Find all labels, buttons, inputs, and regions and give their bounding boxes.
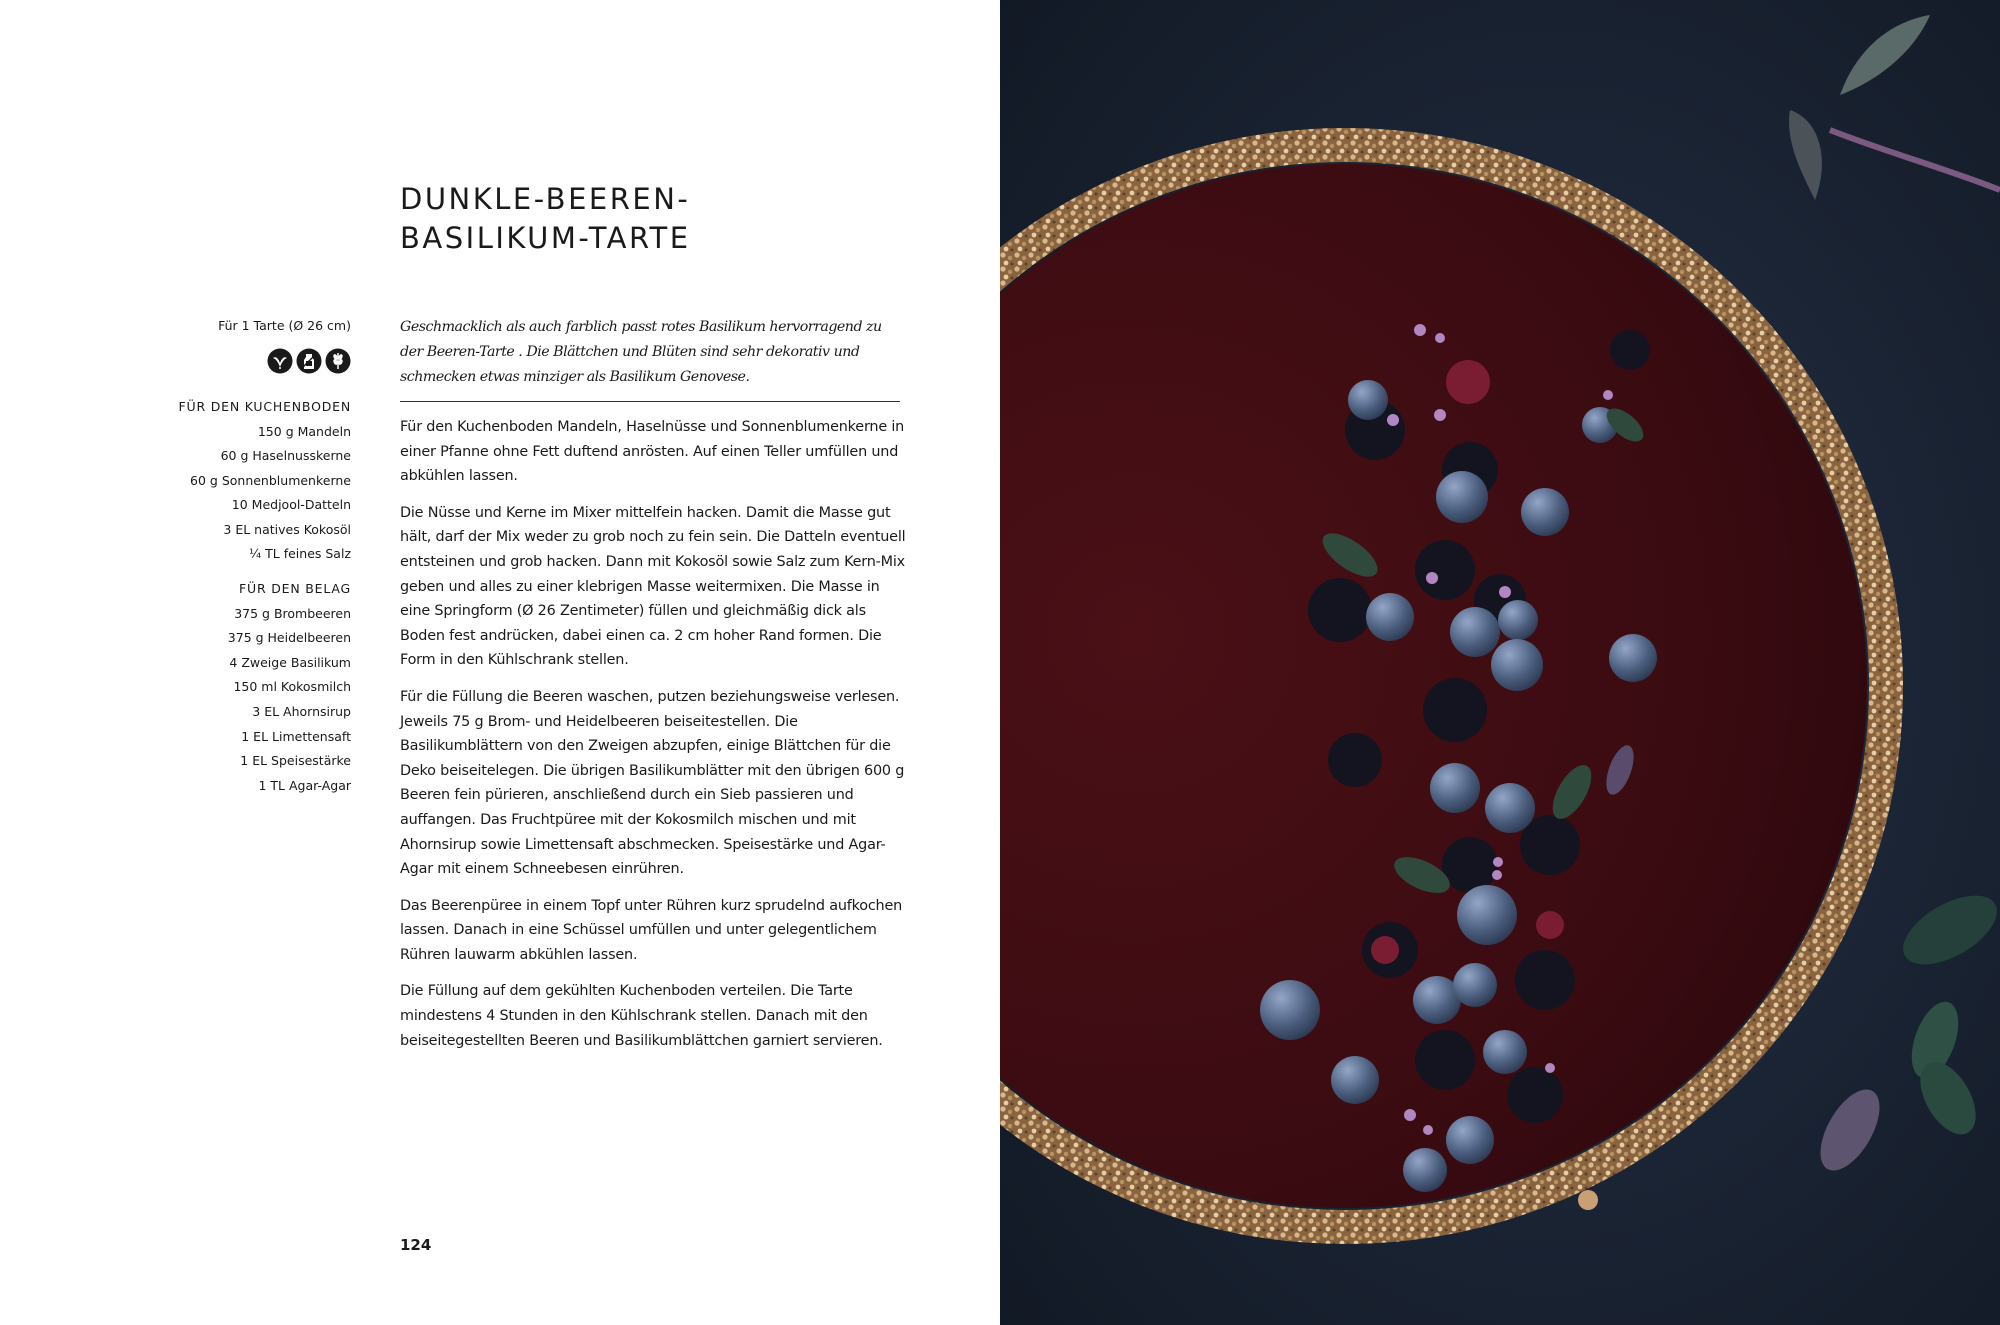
- vegan-icon: [267, 348, 293, 374]
- method: [400, 415, 910, 1065]
- ingredient-item: 375 g Heidelbeeren: [227, 630, 351, 646]
- ingredient-item: 150 g Mandeln: [257, 423, 351, 439]
- ingredient-item: 3 EL natives Kokosöl: [223, 521, 351, 537]
- ingredient-item: 60 g Haselnusskerne: [220, 448, 351, 464]
- recipe-title: [400, 180, 691, 258]
- section-heading-crust: FÜR DEN KUCHENBODEN: [178, 399, 351, 414]
- lactose-free-icon: [296, 348, 322, 374]
- divider: [400, 401, 900, 402]
- method-step: Die Nüsse und Kerne im Mixer mittelfein hacken. Damit die Masse gut hält, darf der Mix weder zu grob noch zu fein sein. Die Datteln eventuell entsteinen und grob hacken. Dann mit Kokosöl sowie Salz zum Kern-Mix geben und alles zu einer klebrigen Masse weitermixen. Die Masse in eine Springform (Ø 26 Zentimeter) füllen und gleichmäßig dick als Boden fest andrücken, dabei einen ca. 2 cm hoher Rand formen. Die Form in den Kühlschrank stellen.: [400, 504, 906, 669]
- recipe-title-line-1: DUNKLE-BEEREN-: [400, 182, 691, 216]
- recipe-title-line-2: BASILIKUM-TARTE: [400, 221, 691, 255]
- ingredient-item: 375 g Brombeeren: [234, 605, 351, 621]
- intro-text: Geschmacklich als auch farblich passt rotes Basilikum hervorragend zu der Beeren-Tarte . Die Blättchen und Blüten sind sehr dekorativ und schmecken etwas minziger als Basilikum Genovese.: [400, 319, 882, 385]
- ingredient-item: 1 EL Speisestärke: [240, 753, 351, 769]
- section-heading-topping: FÜR DEN BELAG: [239, 581, 351, 597]
- tart-photo: [1000, 0, 2000, 1325]
- method-step: Das Beerenpüree in einem Topf unter Rühren kurz sprudelnd aufkochen lassen. Danach in eine Schüssel umfüllen und unter gelegentlichem Rühren lauwarm abkühlen lassen.: [400, 897, 903, 963]
- ingredient-item: 4 Zweige Basilikum: [229, 654, 351, 670]
- page-number: 124: [400, 1236, 432, 1254]
- ingredients-sidebar: [150, 318, 351, 798]
- ingredient-item: ¼ TL feines Salz: [249, 546, 351, 562]
- ingredient-item: 60 g Sonnenblumenkerne: [190, 472, 351, 488]
- ingredient-item: 1 EL Limettensaft: [241, 728, 351, 744]
- ingredient-item: 10 Medjool-Datteln: [231, 497, 351, 513]
- method-step: Die Füllung auf dem gekühlten Kuchenboden verteilen. Die Tarte mindestens 4 Stunden in den Kühlschrank stellen. Danach mit den beiseitegestellten Beeren und Basilikumblättchen garniert servieren.: [400, 983, 883, 1049]
- diet-icons: [150, 348, 351, 378]
- method-step: Für den Kuchenboden Mandeln, Haselnüsse und Sonnenblumenkerne in einer Pfanne ohne Fett duftend anrösten. Auf einen Teller umfüllen und abkühlen lassen.: [400, 419, 905, 485]
- method-step: Für die Füllung die Beeren waschen, putzen beziehungsweise verlesen. Jeweils 75 g Brom- und Heidelbeeren beiseitestellen. Die Basilikumblättern von den Zweigen abzupfen, einige Blättchen für die Deko beiseitelegen. Die übrigen Basilikumblätter mit den übrigen 600 g Beeren fein pürieren, anschließend durch ein Sieb passieren und auffangen. Das Fruchtpüree mit der Kokosmilch mischen und mit Ahornsirup sowie Limettensaft abschmecken. Speisestärke und Agar-Agar mit einem Schneebesen einrühren.: [400, 688, 905, 878]
- yield-text: Für 1 Tarte (Ø 26 cm): [218, 318, 351, 333]
- ingredient-item: 3 EL Ahornsirup: [252, 703, 351, 719]
- ingredient-item: 150 ml Kokosmilch: [233, 679, 351, 695]
- tart-illustration: [1000, 0, 2000, 1325]
- ingredient-item: 1 TL Agar-Agar: [258, 777, 351, 793]
- gluten-free-icon: [325, 348, 351, 374]
